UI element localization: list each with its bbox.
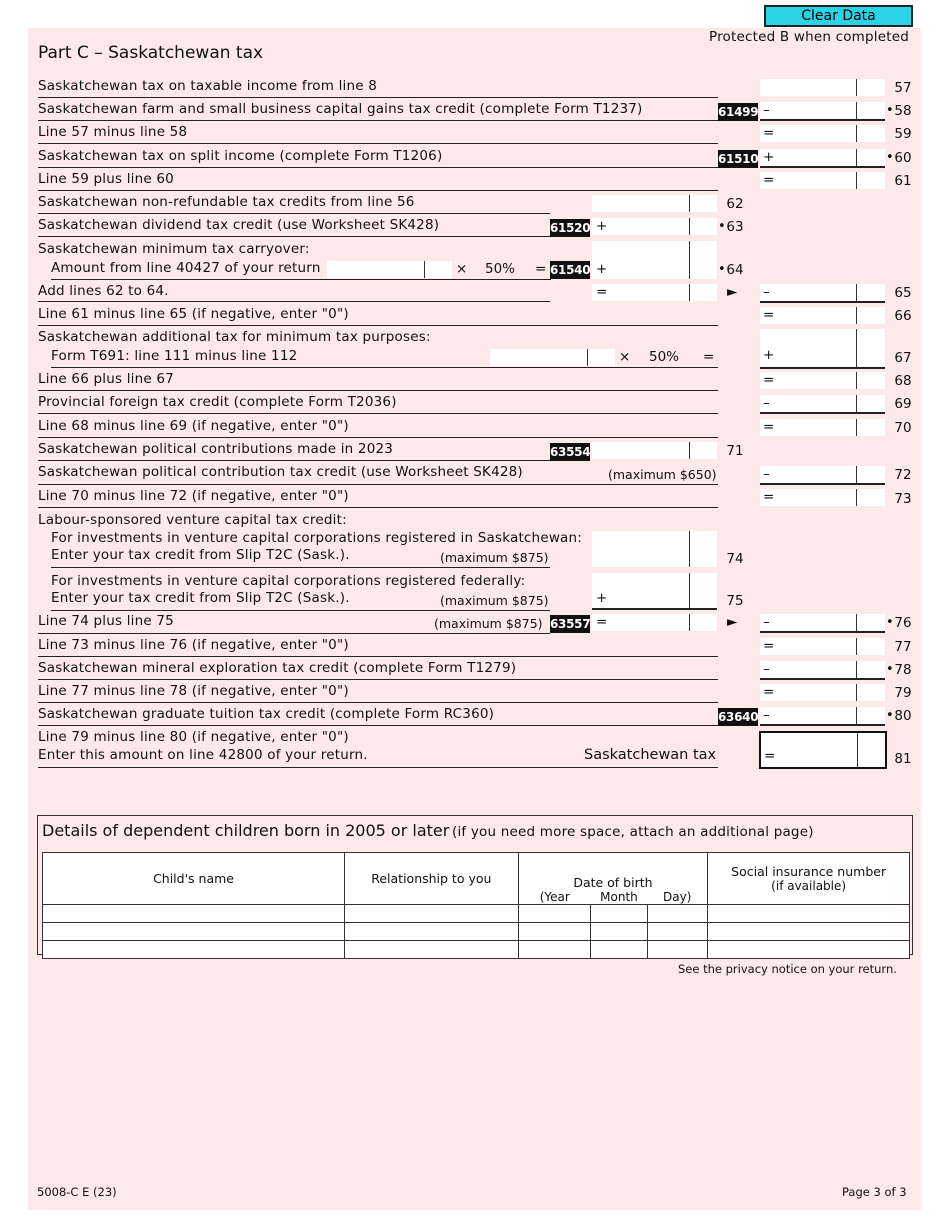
rule	[38, 702, 718, 703]
rule	[51, 279, 551, 280]
line-number: 68	[894, 373, 912, 389]
line-66-label: Line 61 minus line 65 (if negative, enter "0")	[38, 306, 349, 322]
rule	[38, 767, 718, 768]
sin-cell[interactable]	[708, 922, 910, 940]
col-sin	[708, 853, 910, 905]
rule	[38, 484, 718, 485]
rule	[760, 367, 885, 369]
line-72-input[interactable]	[760, 466, 885, 483]
operator: =	[596, 614, 608, 630]
operator: –	[763, 661, 770, 677]
line-61-label: Line 59 plus line 60	[38, 171, 174, 187]
operator: =	[763, 638, 775, 654]
rule	[38, 167, 718, 168]
maximum-note: (maximum $875)	[434, 616, 543, 631]
arrow-icon: ►	[727, 614, 738, 630]
line-62-input[interactable]	[592, 195, 717, 212]
operator: +	[596, 590, 608, 606]
day-cell[interactable]	[647, 922, 708, 940]
day-cell[interactable]	[647, 904, 708, 922]
col-relationship: Relationship to you	[345, 853, 519, 905]
line-61-input[interactable]	[760, 172, 885, 189]
rule	[38, 679, 718, 680]
line-75-input[interactable]	[592, 573, 717, 609]
year-cell[interactable]	[518, 904, 591, 922]
line-60-label: Saskatchewan tax on split income (complete Form T1206)	[38, 148, 443, 164]
line-64-label: Saskatchewan minimum tax carryover:	[38, 241, 310, 257]
line-62-label: Saskatchewan non-refundable tax credits from line 56	[38, 194, 415, 210]
col-childs-name: Child's name	[43, 853, 345, 905]
line-63-label: Saskatchewan dividend tax credit (use Worksheet SK428)	[38, 217, 440, 233]
line-77-label: Line 73 minus line 76 (if negative, enter "0")	[38, 637, 349, 653]
percent: 50%	[485, 261, 516, 277]
rule	[38, 120, 718, 121]
table-row	[43, 940, 910, 958]
protected-status: Protected B when completed	[709, 29, 910, 45]
line-79-input[interactable]	[760, 684, 885, 701]
line-75-sublabel-2: Enter your tax credit from Slip T2C (Sask.).	[51, 590, 350, 606]
times-sign: ×	[619, 349, 631, 365]
line-number: 57	[894, 80, 912, 96]
line-number: 75	[726, 593, 744, 609]
line-81-label: Line 79 minus line 80 (if negative, enter "0")	[38, 729, 349, 745]
maximum-note: (maximum $650)	[608, 467, 717, 482]
relationship-cell[interactable]	[345, 904, 519, 922]
line-58-label: Saskatchewan farm and small business capital gains tax credit (complete Form T1237)	[38, 101, 643, 117]
rule	[38, 633, 550, 634]
rule	[760, 166, 885, 168]
rule	[38, 413, 718, 414]
line-number: 70	[894, 420, 912, 436]
bullet: •	[886, 708, 894, 723]
line-76-label: Line 74 plus line 75	[38, 613, 174, 629]
page-number: Page 3 of 3	[842, 1185, 907, 1199]
table-row	[43, 904, 910, 922]
line-number: 81	[894, 751, 912, 767]
table-row	[43, 922, 910, 940]
year-cell[interactable]	[518, 922, 591, 940]
bullet: •	[886, 150, 894, 165]
rule	[38, 301, 550, 302]
col-date-of-birth: Date of birth	[518, 853, 708, 890]
operator: =	[763, 419, 775, 435]
operator: –	[763, 284, 770, 300]
percent: 50%	[649, 349, 680, 365]
line-number: 63	[726, 219, 744, 235]
line-67-label: Saskatchewan additional tax for minimum tax purposes:	[38, 329, 431, 345]
line-59-input[interactable]	[760, 125, 885, 142]
dependents-table	[42, 852, 910, 959]
equals-sign: =	[535, 261, 547, 277]
line-number: 59	[894, 126, 912, 142]
dependents-title: Details of dependent children born in 2005 or later	[42, 821, 450, 840]
line-number: 77	[894, 639, 912, 655]
field-code: 61520	[550, 221, 591, 235]
rule	[760, 678, 885, 680]
line-number: 58	[894, 103, 912, 119]
line-number: 61	[894, 173, 912, 189]
line-70-label: Line 68 minus line 69 (if negative, enter "0")	[38, 418, 349, 434]
col-year: (Year	[518, 890, 591, 905]
bullet: •	[718, 262, 726, 277]
field-code: 61499	[718, 105, 759, 119]
line-72-label: Saskatchewan political contribution tax credit (use Worksheet SK428)	[38, 464, 523, 480]
operator: +	[763, 149, 775, 165]
line-67-sublabel: Form T691: line 111 minus line 112	[51, 348, 298, 364]
sin-cell[interactable]	[708, 940, 910, 958]
line-60-input[interactable]	[760, 149, 885, 166]
rule	[38, 236, 550, 237]
times-sign: ×	[456, 261, 468, 277]
field-code: 63640	[718, 710, 759, 724]
operator: –	[763, 395, 770, 411]
dependents-note: (if you need more space, attach an additional page)	[452, 824, 814, 840]
line-80-input[interactable]	[760, 707, 885, 724]
rule	[38, 143, 718, 144]
maximum-note: (maximum $875)	[440, 593, 549, 608]
line-number: 71	[726, 443, 744, 459]
rule	[38, 507, 718, 508]
line-number: 64	[726, 262, 744, 278]
operator: =	[763, 172, 775, 188]
bullet: •	[886, 103, 894, 118]
operator: =	[596, 284, 608, 300]
name-cell[interactable]	[43, 904, 345, 922]
operator: +	[763, 347, 775, 363]
line-80-label: Saskatchewan graduate tuition tax credit (complete Form RC360)	[38, 706, 495, 722]
line-67-amount-input[interactable]	[490, 349, 615, 366]
rule	[38, 725, 718, 726]
operator: –	[763, 707, 770, 723]
line-73-input[interactable]	[760, 489, 885, 506]
rule	[38, 437, 718, 438]
rule	[38, 97, 718, 98]
col-month: Month	[591, 890, 647, 905]
line-number: 69	[894, 396, 912, 412]
month-cell[interactable]	[591, 904, 647, 922]
line-number: 62	[726, 196, 744, 212]
operator: =	[763, 489, 775, 505]
line-number: 67	[894, 350, 912, 366]
line-68-input[interactable]	[760, 372, 885, 389]
operator: +	[596, 218, 608, 234]
saskatchewan-tax-total-label: Saskatchewan tax	[584, 747, 717, 763]
line-66-input[interactable]	[760, 307, 885, 324]
line-64-sublabel: Amount from line 40427 of your return	[51, 260, 321, 276]
line-65-label: Add lines 62 to 64.	[38, 283, 169, 299]
line-69-input[interactable]	[760, 395, 885, 412]
line-79-label: Line 77 minus line 78 (if negative, enter "0")	[38, 683, 349, 699]
bullet: •	[886, 615, 894, 630]
line-63-input[interactable]	[592, 218, 717, 235]
part-title: Part C – Saskatchewan tax	[38, 43, 264, 63]
rule	[760, 119, 885, 121]
name-cell[interactable]	[43, 940, 345, 958]
line-70-input[interactable]	[760, 419, 885, 436]
clear-data-button[interactable]: Clear Data	[764, 5, 913, 27]
col-sin-label: Social insurance number	[731, 863, 887, 879]
day-cell[interactable]	[647, 940, 708, 958]
relationship-cell[interactable]	[345, 940, 519, 958]
privacy-notice: See the privacy notice on your return.	[678, 962, 897, 976]
rule	[38, 656, 718, 657]
line-69-label: Provincial foreign tax credit (complete Form T2036)	[38, 394, 397, 410]
bullet: •	[886, 662, 894, 677]
year-cell[interactable]	[518, 940, 591, 958]
line-number: 65	[894, 285, 912, 301]
relationship-cell[interactable]	[345, 922, 519, 940]
line-74-input[interactable]	[592, 531, 717, 567]
line-number: 66	[894, 308, 912, 324]
operator: =	[763, 125, 775, 141]
rule	[38, 325, 718, 326]
operator: =	[764, 748, 776, 764]
name-cell[interactable]	[43, 922, 345, 940]
rule	[760, 724, 885, 726]
line-59-label: Line 57 minus line 58	[38, 124, 188, 140]
rule	[38, 390, 718, 391]
line-71-label: Saskatchewan political contributions made in 2023	[38, 441, 394, 457]
rule	[38, 460, 550, 461]
line-65-input[interactable]	[760, 284, 885, 301]
field-code: 63557	[550, 617, 591, 631]
line-81-sublabel: Enter this amount on line 42800 of your return.	[38, 747, 368, 763]
line-71-input[interactable]	[592, 442, 717, 459]
operator: –	[763, 614, 770, 630]
line-76-sum-input[interactable]	[592, 614, 717, 631]
month-cell[interactable]	[591, 940, 647, 958]
rule	[760, 483, 885, 485]
line-number: 80	[894, 708, 912, 724]
operator: =	[763, 372, 775, 388]
line-58-input[interactable]	[760, 102, 885, 119]
line-64-amount-input[interactable]	[327, 261, 452, 278]
line-number: 72	[894, 467, 912, 483]
line-65-sum-input[interactable]	[592, 284, 717, 301]
rule	[760, 301, 885, 303]
rule	[760, 631, 885, 633]
rule	[38, 213, 550, 214]
line-64-input[interactable]	[592, 241, 717, 279]
line-76-input[interactable]	[760, 614, 885, 631]
rule	[51, 567, 550, 568]
line-57-label: Saskatchewan tax on taxable income from line 8	[38, 78, 378, 94]
field-code: 61540	[550, 263, 591, 277]
arrow-icon: ►	[727, 284, 738, 300]
line-78-input[interactable]	[760, 661, 885, 678]
equals-sign: =	[703, 349, 715, 365]
line-74-sublabel-1: For investments in venture capital corporations registered in Saskatchewan:	[51, 530, 583, 546]
line-74-sublabel-2: Enter your tax credit from Slip T2C (Sask.).	[51, 547, 350, 563]
line-68-label: Line 66 plus line 67	[38, 371, 174, 387]
bullet: •	[718, 219, 726, 234]
line-78-label: Saskatchewan mineral exploration tax credit (complete Form T1279)	[38, 660, 517, 676]
form-id: 5008-C E (23)	[37, 1185, 117, 1199]
rule	[51, 367, 718, 368]
line-73-label: Line 70 minus line 72 (if negative, enter "0")	[38, 488, 349, 504]
rule	[38, 190, 718, 191]
month-cell[interactable]	[591, 922, 647, 940]
rule	[760, 412, 885, 414]
rule	[592, 608, 717, 610]
line-number: 79	[894, 685, 912, 701]
line-81-total-input[interactable]	[759, 731, 887, 769]
line-67-input[interactable]	[760, 329, 885, 367]
operator: –	[763, 102, 770, 118]
line-57-input[interactable]	[760, 79, 885, 96]
line-number: 73	[894, 491, 912, 507]
labour-credit-heading: Labour-sponsored venture capital tax credit:	[38, 512, 347, 528]
col-day: Day)	[647, 890, 708, 905]
sin-cell[interactable]	[708, 904, 910, 922]
col-sin-note: (if available)	[771, 878, 847, 893]
line-75-sublabel-1: For investments in venture capital corporations registered federally:	[51, 573, 526, 589]
rule	[51, 610, 550, 611]
maximum-note: (maximum $875)	[440, 550, 549, 565]
operator: =	[763, 307, 775, 323]
line-number: 78	[894, 662, 912, 678]
field-code: 63554	[550, 445, 591, 459]
operator: –	[763, 466, 770, 482]
line-number: 76	[894, 615, 912, 631]
line-77-input[interactable]	[760, 638, 885, 655]
operator: +	[596, 261, 608, 277]
field-code: 61510	[718, 152, 759, 166]
line-number: 60	[894, 150, 912, 166]
line-number: 74	[726, 551, 744, 567]
operator: =	[763, 684, 775, 700]
